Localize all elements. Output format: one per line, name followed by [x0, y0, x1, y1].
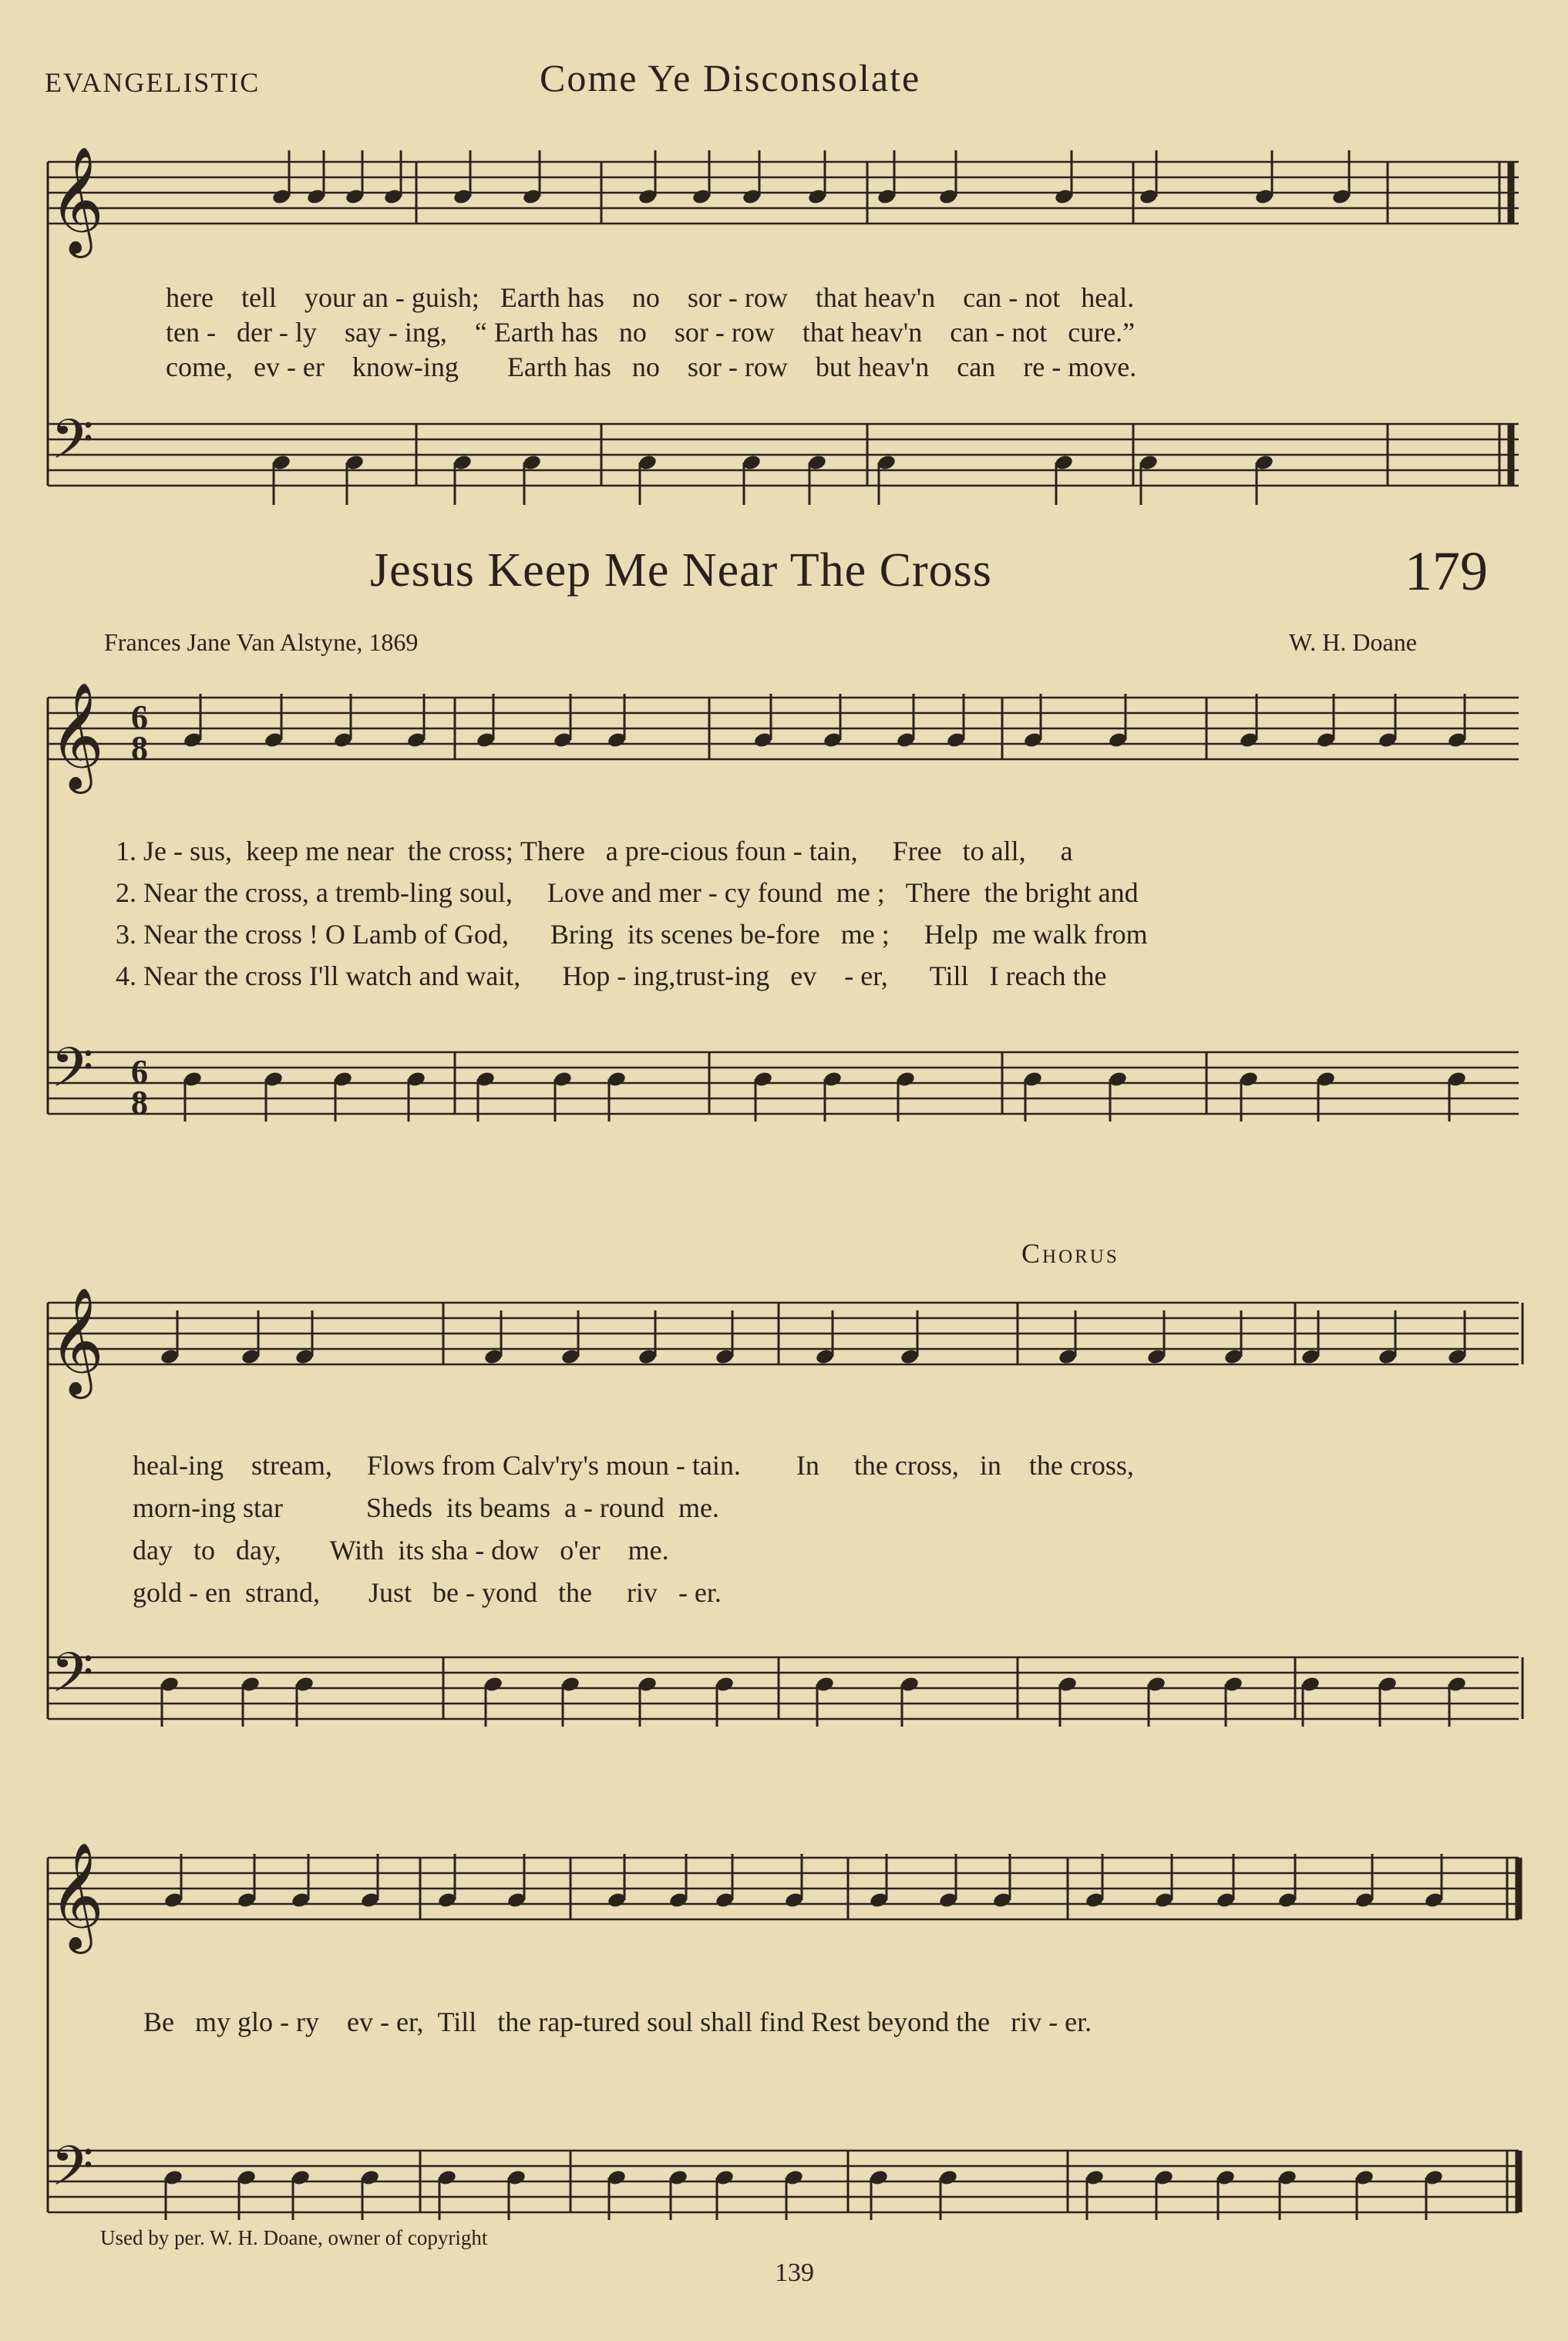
staff-bass-sys3	[48, 2151, 1519, 2212]
time-signature-top: 6	[131, 698, 148, 736]
page-number: 139	[775, 2259, 814, 2287]
verse-4-line-a: 4. Near the cross I'll watch and wait, Hop - ing,trust-ing ev - er, Till I reach the	[116, 960, 1107, 991]
copyright-footer: Used by per. W. H. Doane, owner of copyright	[100, 2226, 488, 2249]
composer-credit: W. H. Doane	[1289, 628, 1417, 656]
top-lyric-line-3: come, ev - er know-ing Earth has no sor - row but heav'n can re - move.	[166, 351, 1137, 382]
time-signature-bottom: 8	[131, 1084, 148, 1122]
staff-treble-top	[48, 162, 1519, 224]
verse-3-line-b: day to day, With its sha - dow o'er me.	[133, 1535, 669, 1566]
verse-3-line-a: 3. Near the cross ! O Lamb of God, Bring its scenes be-fore me ; Help me walk from	[116, 919, 1148, 950]
bass-clef: 𝄢	[51, 1641, 94, 1718]
author-credit: Frances Jane Van Alstyne, 1869	[104, 628, 419, 656]
verse-2-line-b: morn-ing star Sheds its beams a - round me.	[133, 1492, 719, 1523]
verse-2-line-a: 2. Near the cross, a tremb-ling soul, Love and mer - cy found me ; There the bright and	[116, 877, 1139, 908]
chorus-label: Chorus	[1021, 1238, 1119, 1269]
verse-1-line-b: heal-ing stream, Flows from Calv'ry's moun - tain. In the cross, in the cross,	[133, 1450, 1134, 1481]
hymn-title: Jesus Keep Me Near The Cross	[370, 544, 992, 597]
bass-clef: 𝄢	[51, 1036, 94, 1113]
staff-bass-top	[48, 424, 1519, 486]
treble-clef: 𝄞	[49, 146, 104, 254]
time-signature-bottom: 8	[131, 729, 148, 767]
treble-clef: 𝄞	[49, 682, 104, 789]
section-label: EVANGELISTIC	[45, 67, 261, 98]
chorus-lyric-line: Be my glo - ry ev - er, Till the rap-tured soul shall find Rest beyond the riv - er.	[143, 2006, 1092, 2037]
treble-clef: 𝄞	[49, 1842, 104, 1949]
staff-treble-sys1	[48, 698, 1519, 759]
treble-clef: 𝄞	[49, 1287, 104, 1394]
top-lyric-line-2: ten - der - ly say - ing, “ Earth has no sor - row that heav'n can - not cure.”	[166, 317, 1136, 348]
top-lyric-line-1: here tell your an - guish; Earth has no sor - row that heav'n can - not heal.	[166, 282, 1135, 313]
bass-clef: 𝄢	[51, 408, 94, 485]
staff-treble-sys2	[48, 1303, 1519, 1364]
staff-treble-sys3	[48, 1858, 1519, 1919]
previous-hymn-title: Come Ye Disconsolate	[540, 56, 921, 99]
time-signature-top: 6	[131, 1053, 148, 1091]
verse-4-line-b: gold - en strand, Just be - yond the riv - er.	[133, 1577, 722, 1608]
bass-clef: 𝄢	[51, 2134, 94, 2212]
staff-bass-sys2	[48, 1657, 1519, 1719]
verse-1-line-a: 1. Je - sus, keep me near the cross; There a pre-cious foun - tain, Free to all, a	[116, 836, 1073, 866]
hymn-number: 179	[1405, 540, 1488, 602]
